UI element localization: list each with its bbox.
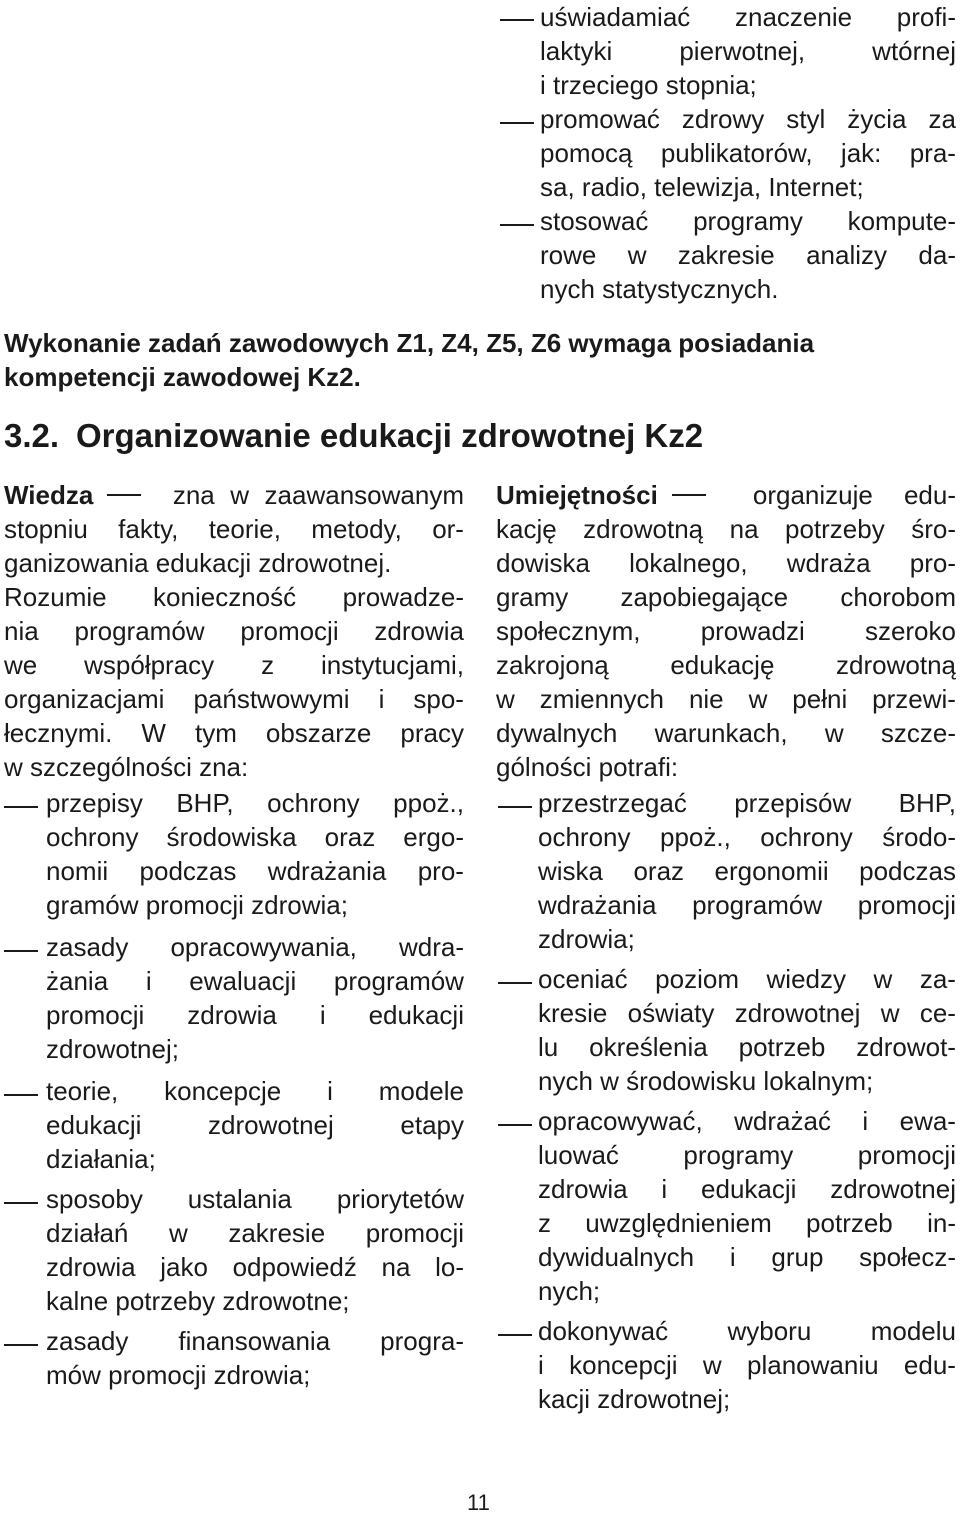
skills-line: zakrojoną edukację zdrowotną [496, 650, 956, 680]
list-item-line: zdrowotnej; [46, 1034, 179, 1064]
list-item-line: promocji zdrowia i edukacji [46, 1000, 464, 1030]
dash-bullet [4, 806, 38, 808]
dash-bullet [498, 806, 532, 808]
list-item-line: kacji zdrowotnej; [538, 1384, 731, 1414]
list-item-line: zasady opracowywania, wdra- [46, 932, 464, 962]
list-item-line: sa, radio, telewizja, Internet; [540, 172, 864, 202]
list-item-line: promować zdrowy styl życia za [540, 104, 956, 134]
knowledge-line: w szczególności zna: [4, 752, 249, 782]
list-item-line: sposoby ustalania priorytetów [46, 1184, 464, 1214]
list-item-line: lu określenia potrzeb zdrowot- [538, 1032, 956, 1062]
dash-bullet [4, 1202, 38, 1204]
knowledge-label: Wiedza [4, 480, 94, 510]
skills-intro-line: Umiejętności organizuje edu- [496, 480, 956, 510]
list-item-line: uświadamiać znaczenie profi- [540, 2, 956, 32]
list-item-line: przestrzegać przepisów BHP, [538, 788, 956, 818]
skills-line: kację zdrowotną na potrzeby śro- [496, 514, 956, 544]
knowledge-intro-line: Wiedza zna w zaawansowanym [4, 480, 464, 510]
list-item-line: ochrony ppoż., ochrony środo- [538, 822, 956, 852]
list-item-line: gramów promocji zdrowia; [46, 890, 348, 920]
dash-bullet [498, 1334, 532, 1336]
skills-line: gramy zapobiegające chorobom [496, 582, 956, 612]
list-item-line: laktyki pierwotnej, wtórnej [540, 36, 956, 66]
section-title: Organizowanie edukacji zdrowotnej Kz2 [76, 417, 704, 454]
page-number: 11 [467, 1490, 490, 1515]
dash-bullet [498, 982, 532, 984]
list-item-line: i trzeciego stopnia; [540, 70, 757, 100]
knowledge-line: Rozumie konieczność prowadze- [4, 582, 464, 612]
list-item-line: zdrowia; [538, 924, 635, 954]
requirement-line-2: kompetencji zawodowej Kz2. [4, 362, 361, 392]
list-item-line: oceniać poziom wiedzy w za- [538, 964, 956, 994]
knowledge-line: stopniu fakty, teorie, metody, or- [4, 514, 464, 544]
skills-label: Umiejętności [496, 480, 658, 510]
knowledge-line: nia programów promocji zdrowia [4, 616, 464, 646]
list-item-line: dywidualnych i grup społecz- [538, 1242, 956, 1272]
list-item-line: nomii podczas wdrażania pro- [46, 856, 464, 886]
list-item-line: nych; [538, 1276, 601, 1306]
list-item-line: pomocą publikatorów, jak: pra- [540, 138, 956, 168]
list-item-line: i koncepcji w planowaniu edu- [538, 1350, 956, 1380]
list-item-line: teorie, koncepcje i modele [46, 1076, 464, 1106]
dash-bullet [4, 950, 38, 952]
dash-bullet [500, 224, 534, 226]
list-item-line: edukacji zdrowotnej etapy [46, 1110, 464, 1140]
knowledge-line: łecznymi. W tym obszarze pracy [4, 718, 464, 748]
skills-line: społecznym, prowadzi szeroko [496, 616, 956, 646]
list-item-line: z uwzględnieniem potrzeb in- [538, 1208, 956, 1238]
dash-bullet [500, 122, 534, 124]
dash-separator [672, 494, 706, 496]
skills-line: gólności potrafi: [496, 752, 679, 782]
list-item-line: działania; [46, 1144, 156, 1174]
list-item-line: kresie oświaty zdrowotnej w ce- [538, 998, 956, 1028]
section-number: 3.2. [4, 417, 60, 454]
list-item-line: dokonywać wyboru modelu [538, 1316, 956, 1346]
dash-bullet [498, 1124, 532, 1126]
list-item-line: nych statystycznych. [540, 274, 779, 304]
dash-separator [107, 494, 141, 496]
skills-line: dywalnych warunkach, w szcze- [496, 718, 956, 748]
list-item-line: stosować programy kompute- [540, 206, 956, 236]
list-item-line: przepisy BHP, ochrony ppoż., [46, 788, 464, 818]
list-item-line: mów promocji zdrowia; [46, 1360, 311, 1390]
list-item-line: wdrażania programów promocji [538, 890, 956, 920]
list-item-line: nych w środowisku lokalnym; [538, 1066, 874, 1096]
knowledge-line: ganizowania edukacji zdrowotnej. [4, 548, 392, 578]
list-item-line: zdrowia i edukacji zdrowotnej [538, 1174, 956, 1204]
requirement-line-1: Wykonanie zadań zawodowych Z1, Z4, Z5, Z6 wymaga posiadania [4, 328, 815, 358]
list-item-line: działań w zakresie promocji [46, 1218, 464, 1248]
knowledge-line: organizacjami państwowymi i spo- [4, 684, 464, 714]
list-item-line: luować programy promocji [538, 1140, 956, 1170]
dash-bullet [4, 1344, 38, 1346]
skills-line: dowiska lokalnego, wdraża pro- [496, 548, 956, 578]
list-item-line: ochrony środowiska oraz ergo- [46, 822, 464, 852]
list-item-line: rowe w zakresie analizy da- [540, 240, 956, 270]
list-item-line: zdrowia jako odpowiedź na lo- [46, 1252, 464, 1282]
list-item-line: zasady finansowania progra- [46, 1326, 464, 1356]
list-item-line: żania i ewaluacji programów [46, 966, 464, 996]
dash-bullet [4, 1094, 38, 1096]
list-item-line: kalne potrzeby zdrowotne; [46, 1286, 350, 1316]
dash-bullet [500, 19, 534, 21]
list-item-line: wiska oraz ergonomii podczas [538, 856, 956, 886]
knowledge-line: we współpracy z instytucjami, [4, 650, 464, 680]
skills-line: w zmiennych nie w pełni przewi- [496, 684, 956, 714]
list-item-line: opracowywać, wdrażać i ewa- [538, 1106, 956, 1136]
